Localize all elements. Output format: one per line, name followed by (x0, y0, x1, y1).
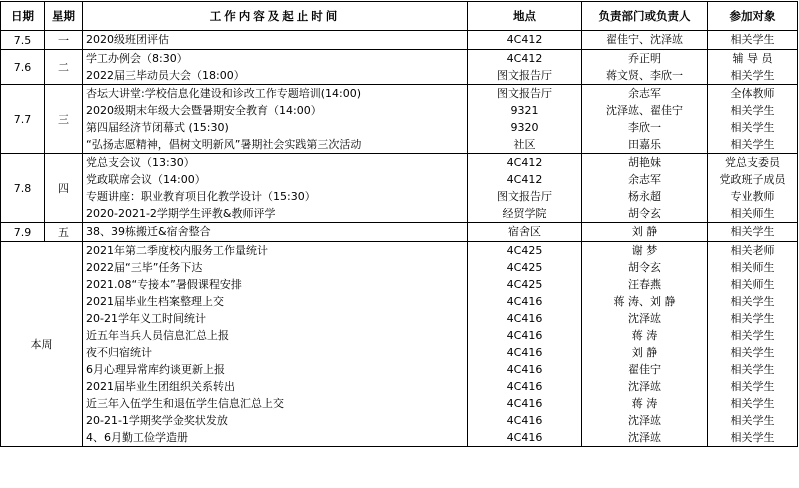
item-audience-cell (708, 223, 798, 242)
item-dept: 沈泽竑、翟佳宁 (606, 104, 683, 117)
item-content: 20-21-1学期奖学金奖状发放 (86, 414, 228, 427)
item-place: 4C416 (506, 380, 543, 393)
item-place: 4C416 (506, 397, 543, 410)
item-place: 4C425 (506, 244, 543, 257)
item-content: 近五年当兵人员信息汇总上报 (86, 329, 229, 342)
day-row (1, 31, 798, 50)
item-content: 6月心理异常库约谈更新上报 (86, 363, 225, 376)
item-dept: 李欣一 (628, 121, 661, 134)
item-audience: 相关学生 (730, 346, 775, 359)
item-place: 4C425 (506, 278, 543, 291)
day-date: 7.8 (1, 154, 45, 223)
item-dept: 蒋 涛 (631, 329, 658, 342)
item-dept: 沈泽竑 (628, 414, 661, 427)
day-row (1, 85, 798, 154)
item-place: 图文报告厅 (497, 87, 552, 100)
item-content: 党政联席会议（14:00） (86, 173, 206, 186)
item-dept-cell (582, 242, 708, 447)
item-content: 夜不归宿统计 (86, 346, 152, 359)
week-label: 本周 (1, 242, 83, 447)
schedule-table (0, 1, 798, 447)
item-audience: 相关师生 (730, 261, 775, 274)
day-weekday: 二 (45, 50, 83, 85)
item-content: “弘扬志愿精神，倡树文明新风”暑期社会实践第三次活动 (86, 138, 362, 151)
item-audience: 相关学生 (730, 312, 775, 325)
item-audience: 党总支委员 (725, 156, 780, 169)
item-content: 2020-2021-2学期学生评教&教师评学 (86, 207, 276, 220)
item-dept-cell (582, 85, 708, 154)
day-weekday: 五 (45, 223, 83, 242)
item-dept: 汪春燕 (628, 278, 661, 291)
item-audience: 相关学生 (730, 69, 775, 82)
day-row (1, 50, 798, 85)
day-row (1, 154, 798, 223)
item-dept: 翟佳宁 (628, 363, 661, 376)
item-content: 38、39栋搬迁&宿舍整合 (86, 225, 211, 238)
item-content: 2022届三毕动员大会（18:00） (86, 69, 245, 82)
item-place: 经贸学院 (502, 207, 547, 220)
item-content-cell (83, 242, 468, 447)
item-dept-cell (582, 223, 708, 242)
item-audience: 相关老师 (730, 244, 775, 257)
header-date: 日期 (1, 2, 45, 31)
item-place: 社区 (513, 138, 536, 151)
item-content: 2021届毕业生团组织关系转出 (86, 380, 235, 393)
item-dept: 蒋文贤、李欣一 (606, 69, 683, 82)
item-audience: 相关学生 (730, 138, 775, 151)
item-place-cell (468, 31, 582, 50)
item-content-cell (83, 223, 468, 242)
item-audience-cell (708, 50, 798, 85)
item-audience-cell (708, 31, 798, 50)
item-content: 2020级期末年级大会暨暑期安全教育（14:00） (86, 104, 322, 117)
item-place-cell (468, 242, 582, 447)
item-dept-cell (582, 154, 708, 223)
item-dept: 翟佳宁、沈泽竑 (606, 33, 683, 46)
item-content: 20-21学年义工时间统计 (86, 312, 206, 325)
item-place: 4C412 (506, 33, 543, 46)
day-date: 7.6 (1, 50, 45, 85)
item-content-cell (83, 31, 468, 50)
item-audience: 党政班子成员 (719, 173, 786, 186)
item-content: 2022届“三毕”任务下达 (86, 261, 203, 274)
header-content: 工作内容及起止时间 (83, 2, 468, 31)
item-place-cell (468, 223, 582, 242)
item-audience: 相关学生 (730, 329, 775, 342)
item-place: 宿舍区 (508, 225, 541, 238)
item-audience-cell (708, 242, 798, 447)
item-place: 4C416 (506, 312, 543, 325)
item-dept: 蒋 涛 (631, 397, 658, 410)
item-dept: 刘 静 (631, 225, 658, 238)
item-dept-cell (582, 50, 708, 85)
item-place: 4C416 (506, 414, 543, 427)
item-audience: 相关学生 (730, 397, 775, 410)
header-dept: 负责部门或负责人 (582, 2, 708, 31)
item-audience-cell (708, 154, 798, 223)
header-audience: 参加对象 (708, 2, 798, 31)
item-place: 图文报告厅 (497, 190, 552, 203)
item-dept: 胡令玄 (628, 207, 661, 220)
item-dept: 乔正明 (628, 52, 661, 65)
item-audience: 相关师生 (730, 278, 775, 291)
item-audience: 相关学生 (730, 380, 775, 393)
item-place-cell (468, 85, 582, 154)
item-audience: 相关师生 (730, 207, 775, 220)
item-audience: 相关学生 (730, 363, 775, 376)
item-content: 第四届经济节闭幕式 (15:30) (86, 121, 229, 134)
item-content-cell (83, 50, 468, 85)
day-weekday: 三 (45, 85, 83, 154)
item-audience: 相关学生 (730, 295, 775, 308)
item-place: 4C412 (506, 156, 543, 169)
day-row (1, 223, 798, 242)
item-place: 图文报告厅 (497, 69, 552, 82)
item-dept: 田嘉乐 (628, 138, 661, 151)
item-place: 9320 (510, 121, 539, 134)
item-place: 4C416 (506, 295, 543, 308)
item-place: 4C416 (506, 363, 543, 376)
item-dept: 胡令玄 (628, 261, 661, 274)
item-place-cell (468, 154, 582, 223)
item-audience: 专业教师 (730, 190, 775, 203)
item-content: 2021年第二季度校内服务工作量统计 (86, 244, 268, 257)
item-place: 4C416 (506, 431, 543, 444)
item-dept: 刘 静 (631, 346, 658, 359)
item-dept: 杨永超 (628, 190, 661, 203)
item-audience: 全体教师 (730, 87, 775, 100)
item-content: 学工办例会（8:30） (86, 52, 188, 65)
item-audience-cell (708, 85, 798, 154)
item-audience: 相关学生 (730, 121, 775, 134)
item-place: 4C425 (506, 261, 543, 274)
item-dept: 蒋 涛、刘 静 (613, 295, 676, 308)
item-audience: 相关学生 (730, 225, 775, 238)
item-place-cell (468, 50, 582, 85)
item-dept: 谢 梦 (631, 244, 658, 257)
item-content: 专题讲座：职业教育项目化教学设计（15:30） (86, 190, 316, 203)
item-content-cell (83, 85, 468, 154)
item-content-cell (83, 154, 468, 223)
header-place: 地点 (468, 2, 582, 31)
item-content: 2021届毕业生档案整理上交 (86, 295, 224, 308)
item-content: 党总支会议（13:30） (86, 156, 195, 169)
item-content: 杏坛大讲堂:学校信息化建设和诊改工作专题培训(14:00) (86, 87, 361, 100)
day-weekday: 一 (45, 31, 83, 50)
day-date: 7.9 (1, 223, 45, 242)
item-content: 近三年入伍学生和退伍学生信息汇总上交 (86, 397, 284, 410)
day-date: 7.5 (1, 31, 45, 50)
header-weekday: 星期 (45, 2, 83, 31)
item-place: 4C412 (506, 52, 543, 65)
item-audience: 相关学生 (730, 104, 775, 117)
item-audience: 相关学生 (730, 33, 775, 46)
day-weekday: 四 (45, 154, 83, 223)
item-place: 9321 (510, 104, 539, 117)
item-content: 4、6月勤工俭学造册 (86, 431, 188, 444)
item-content: 2021.08“专接本”暑假课程安排 (86, 278, 242, 291)
item-place: 4C412 (506, 173, 543, 186)
item-audience: 相关学生 (730, 414, 775, 427)
item-dept-cell (582, 31, 708, 50)
item-content: 2020级班团评估 (86, 33, 169, 46)
week-row (1, 242, 798, 447)
header-row (1, 2, 798, 31)
item-audience: 相关学生 (730, 431, 775, 444)
item-dept: 余志军 (628, 87, 661, 100)
item-place: 4C416 (506, 346, 543, 359)
item-audience: 辅 导 员 (732, 52, 773, 65)
item-dept: 胡艳妹 (628, 156, 661, 169)
day-date: 7.7 (1, 85, 45, 154)
item-dept: 沈泽竑 (628, 431, 661, 444)
item-dept: 沈泽竑 (628, 380, 661, 393)
item-dept: 余志军 (628, 173, 661, 186)
item-place: 4C416 (506, 329, 543, 342)
item-dept: 沈泽竑 (628, 312, 661, 325)
